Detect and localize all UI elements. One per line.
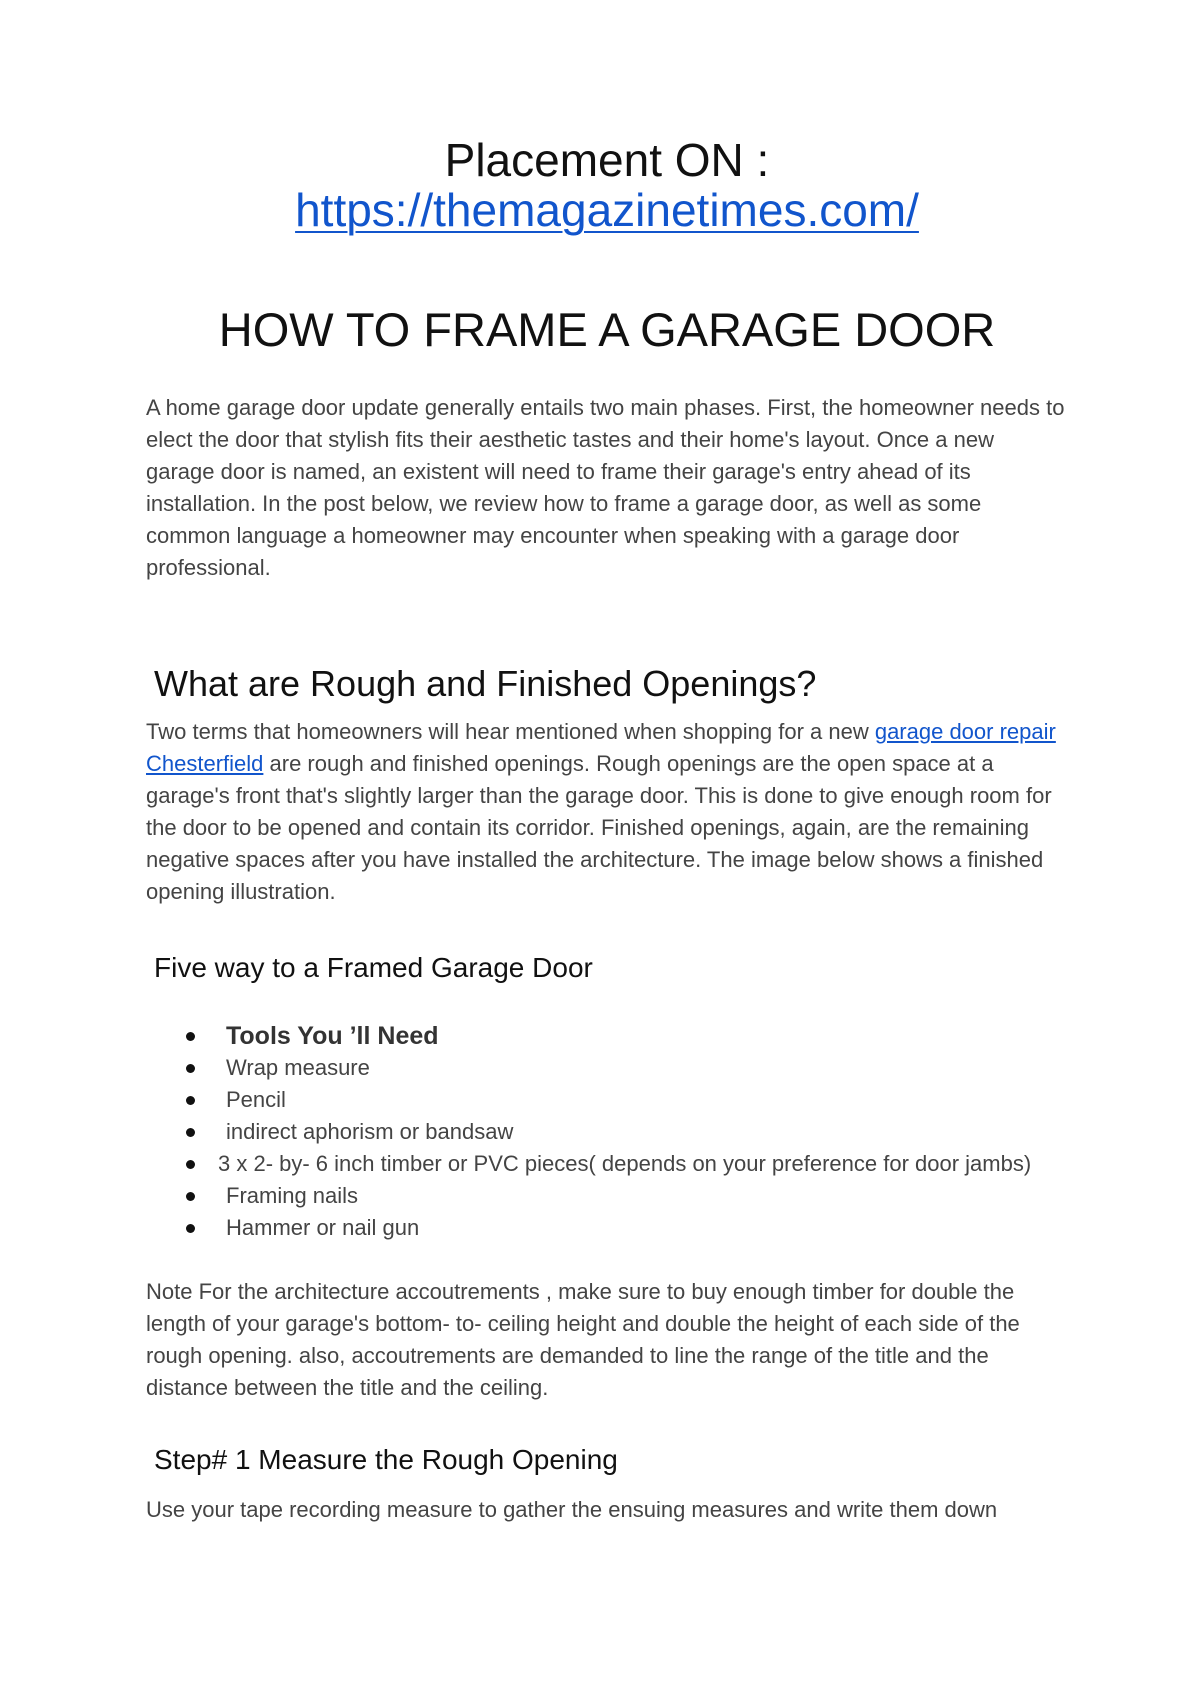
bullet-icon (186, 1128, 195, 1137)
bullet-icon (186, 1032, 195, 1041)
list-item-label: 3 x 2- by- 6 inch timber or PVC pieces( depends on your preference for door jambs) (218, 1151, 1032, 1176)
step-1-paragraph: Use your tape recording measure to gather the ensuing measures and write them down (146, 1497, 998, 1522)
openings-paragraph (146, 716, 1068, 908)
list-item-label: Hammer or nail gun (226, 1215, 420, 1240)
list-item (146, 1212, 1068, 1244)
list-item (146, 1116, 1068, 1148)
list-item (146, 1020, 1068, 1052)
bullet-icon (186, 1064, 195, 1073)
tools-list (146, 1020, 1068, 1244)
intro-paragraph: A home garage door update generally entails two main phases. First, the homeowner needs to elect the door that stylish fits their aesthetic tastes and their home's layout. Once a new garage door is named, an existent will need to frame their garage's entry ahead of its installation. In the post below, we review how to frame a garage door, as well as some common language a homeowner may encounter when speaking with a garage door professional. (146, 395, 1065, 580)
list-item (146, 1148, 1068, 1180)
heading-five-ways: Five way to a Framed Garage Door (154, 952, 593, 983)
placement-url-link[interactable]: https://themagazinetimes.com/ (295, 184, 919, 236)
placement-header (146, 135, 1068, 235)
garage-door-repair-link[interactable]: garage door repair Chesterfield (146, 719, 1056, 776)
list-item-label: Wrap measure (226, 1055, 370, 1080)
list-item-label: indirect aphorism or bandsaw (226, 1119, 514, 1144)
heading-step-1: Step# 1 Measure the Rough Opening (154, 1444, 618, 1475)
list-item-label: Framing nails (226, 1183, 359, 1208)
list-item-label: Tools You ’ll Need (226, 1022, 439, 1050)
list-item-label: Pencil (226, 1087, 286, 1112)
bullet-icon (186, 1096, 195, 1105)
openings-text-after: are rough and finished openings. Rough openings are the open space at a garage's front that's slightly larger than the garage door. This is done to give enough room for the door to be opened and contain its corridor. Finished openings, again, are the remaining negative spaces after you have installed the architecture. The image below shows a finished opening illustration. (146, 751, 1052, 904)
bullet-icon (186, 1224, 195, 1233)
list-item (146, 1052, 1068, 1084)
bullet-icon (186, 1160, 195, 1169)
heading-rough-finished-openings: What are Rough and Finished Openings? (154, 663, 817, 704)
list-item (146, 1180, 1068, 1212)
placement-label: Placement ON : (444, 134, 770, 186)
bullet-icon (186, 1192, 195, 1201)
page-title: HOW TO FRAME A GARAGE DOOR (218, 303, 996, 356)
note-paragraph: Note For the architecture accoutrements , make sure to buy enough timber for double the length of your garage's bottom- to- ceiling height and double the height of each side of the rough opening. also, accoutrements are demanded to line the range of the title and the distance between the title and the ceiling. (146, 1279, 1020, 1400)
openings-text-before: Two terms that homeowners will hear mentioned when shopping for a new (146, 719, 875, 744)
list-item (146, 1084, 1068, 1116)
